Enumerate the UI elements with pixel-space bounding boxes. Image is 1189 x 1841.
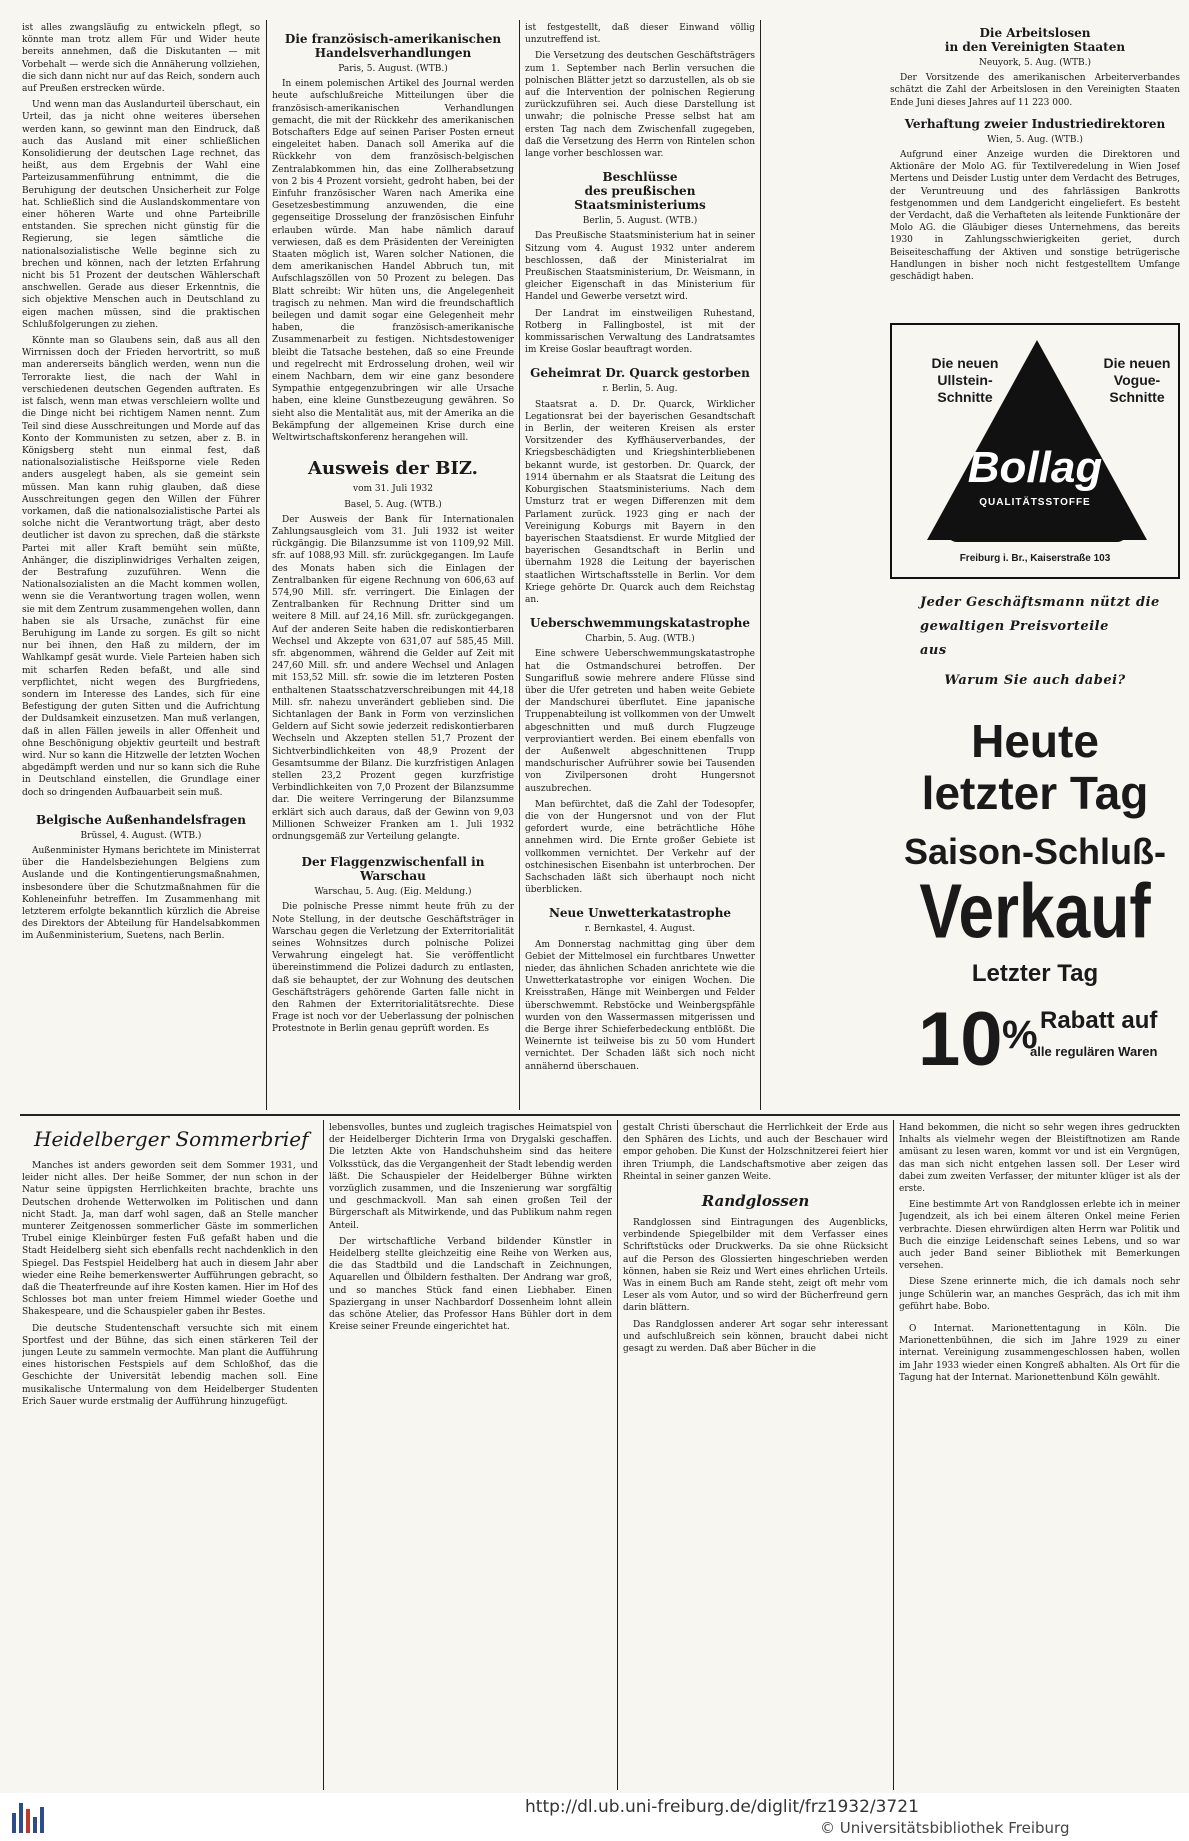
dateline: r. Berlin, 5. Aug. (602, 384, 678, 395)
ad-percent-sign: % (1002, 1013, 1038, 1057)
feuilleton-text: O Internat. Marionettentagung in Köln. Die Marionettenbühnen, die sich im Jahre 1929 zu einer internat. Vereinigung zusammengeschlossen haben, wollen im Jahr 1933 wieder einen Kongreß abhalten. Als Ort für die Tagung hat der Internat. Marionettenbund Köln gewählt. (899, 1324, 1180, 1383)
article-text: Eine schwere Ueberschwemmungskatastrophe hat die Ostmandschurei betroffen. Der Sungarifluß sowie mehrere andere Flüsse sind über die Ufer getreten und haben weite Gebiete der Mandschurei überflutet. Eine japanische Truppenabteilung ist vollkommen von der Umwelt abgeschnitten und muß durch Flugzeuge verproviantiert werden. Bei einem ebenfalls von der Außenwelt abgeschnittenen Trupp mandschurischer Aufrührer sowie bei Tausenden von Zivilpersonen droht Hungersnot auszubrechen. (525, 649, 755, 794)
column-1 (22, 22, 260, 1107)
dateline: Warschau, 5. Aug. (Eig. Meldung.) (314, 887, 472, 898)
article-text: Man befürchtet, daß die Zahl der Todesopfer, die von der Hungersnot und von der Flut gefordert wurde, eine beträchtliche Höhe annehmen wird. Die Ernte großer Gebiete ist vollkommen vernichtet. Der Verkehr auf der ostchinesischen Eisenbahn ist unterbrochen. Der Sachschaden läßt sich überhaupt noch nicht überblicken. (525, 799, 755, 896)
article-text: Und wenn man das Auslandurteil überschaut, ein Urteil, das ja nicht ohne weiteres übersehen werden kann, so gewinnt man den Eindruck, daß auch das Ausland mit einer schließlichen Konsolidierung der deutschen Lage rechnet, das heißt, aus dem Ergebnis der Wahl eine Parteizusammenführung entnimmt, die die Beruhigung der deutschen Unsicherheit zur Folge hat. Schließlich sind die Auslandskommentare von einer höheren Warte und ohne Parteibrille entstanden. Sie sprechen nicht günstig für die Regierung, sie legen sämtliche die nationalsozialistische Welle beginne sich zu brechen und können, nach der letzten Erfahrung nicht bis 51 Prozent der deutschen Wählerschaft anschwellen. Gerade aus dieser Erkenntnis, die sich objektive Menschen auch in Deutschland zu eigen machen müssen, sind die praktischen Schlußfolgerungen zu ziehen. (22, 100, 260, 330)
feuilleton-text: Der wirtschaftliche Verband bildender Künstler in Heidelberg stellte gleichzeitig eine Reihe von Werken aus, die das Stadtbild und die Landschaft in Zeichnungen, Aquarellen und Ölbildern festhalten. Der Andrang war groß, und so manches Stück fand einen Liebhaber. Einen Spaziergang in unser Nachbardorf Dossenheim lohnt allein das schöne Atelier, das Professor Hans Bühler dort in dem Kreise seiner Freunde eingerichtet hat. (329, 1236, 612, 1333)
dateline: Paris, 5. August. (WTB.) (338, 64, 448, 74)
column-3 (525, 22, 755, 1107)
feuilleton-text: Randglossen sind Eintragungen des Augenblicks, verbindende Spiegelbilder mit dem Verfasser eines Schriftstücks oder Druckwerks. Da sie ohne Rücksicht auf die Person des Glossierten hingeschrieben werden können, haben sie Reiz und Wert eines ehrlichen Urteils. Was in einem Buch am Rande steht, zeigt oft mehr vom Leser als vom Autor, und so wird der Bücherfreund gern darin blättern. (623, 1218, 888, 1314)
article-text: Das Preußische Staatsministerium hat in seiner Sitzung vom 4. August 1932 unter anderem beschlossen, daß der Ministerialrat im Preußischen Staatsministerium, Dr. Weismann, in gleicher Eigenschaft in das Ministerium für Handel und Gewerbe versetzt wird. (525, 231, 755, 303)
article-headline: Geheimrat Dr. Quarck gestorben (530, 366, 750, 381)
ad-letzter-tag-small: Letzter Tag (971, 960, 1099, 987)
feuilleton-col-4 (899, 1122, 1180, 1788)
dateline: Berlin, 5. August. (WTB.) (582, 216, 698, 227)
article-text: Die Versetzung des deutschen Geschäftsträgers zum 1. September nach Berlin versuchen die polnischen Blätter jetzt so darzustellen, als ob sie auf die Intervention der polnischen Regierung zurückzuführen sei. Auch diese Darstellung ist unwahr; die polnische Presse selbst hat am ersten Tag nach dem Zwischenfall zugegeben, daß die Versetzung des Herrn von Rintelen schon lange vorher beschlossen war. (525, 51, 755, 160)
article-text: ist festgestellt, daß dieser Einwand völlig unzutreffend ist. (525, 23, 755, 46)
headline-line: in den Vereinigten Staaten (944, 40, 1126, 54)
article-text: Der Landrat im einstweiligen Ruhestand, Rotberg in Fallingbostel, ist mit der kommissarischen Verwaltung des Landratsamtes im Kreise Goslar beauftragt worden. (525, 308, 755, 356)
headline-line: Die französisch-amerikanischen (284, 32, 502, 46)
ub-logo-icon (8, 1797, 48, 1837)
ad-script-line: Jeder Geschäftsmann nützt die (920, 595, 1160, 610)
feuilleton-text: Eine bestimmte Art von Randglossen erlebte ich in meiner Jugendzeit, als ich bei einem älteren Onkel meine Ferien verbrachte. Diesen ehrwürdigen alten Herrn war Politik und Buch die einzige Leidenschaft seines Lebens, und so war auch jeder Band seiner Bibliothek mit Bemerkungen versehen. (899, 1200, 1180, 1272)
section-rule (20, 1114, 1180, 1116)
dateline: Charbin, 5. Aug. (WTB.) (585, 634, 695, 645)
ad-waren: alle regulären Waren (1030, 1044, 1158, 1059)
ad-saison-schluss: Saison-Schluß- (903, 831, 1167, 872)
feuilleton-title: Heidelberger Sommerbrief (34, 1127, 309, 1151)
column-rule (760, 20, 761, 1110)
article-headline: Ueberschwemmungskatastrophe (530, 616, 750, 631)
feuilleton-col-3 (623, 1122, 888, 1788)
feuilleton-text: Das Randglossen anderer Art sogar sehr interessant und aufschlußreich sein können, braucht dabei nicht gesagt zu werden. Daß aber Bücher in die (623, 1319, 888, 1355)
article-text: Aufgrund einer Anzeige wurden die Direktoren und Aktionäre der Molo AG. für Textilveredelung in Wien Josef Mertens und Deisder Lustig unter dem Verdacht des Betruges, der Veruntreuung und des fahrlässigen Bankrotts festgenommen und dem Landgericht eingeliefert. Es besteht der Verdacht, daß die Verhafteten als leitende Funktionäre der Molo AG. die Gläubiger dieses Unternehmens, das bereits 1930 in Zahlungsschwierigkeiten geriet, durch Beiseiteschaffung der Aktiven und sonstige betrügerische Handlungen in bisher noch nicht festgestelltem Umfange geschädigt haben. (890, 150, 1180, 283)
bollag-tagline: QUALITÄTSSTOFFE (979, 497, 1091, 508)
feuilleton-col-1 (22, 1120, 318, 1788)
article-text: In einem polemischen Artikel des Journal werden heute aufschlußreiche Mitteilungen über die französisch-amerikanischen Verhandlungen gemacht, die mit der Rückkehr des amerikanischen Botschafters Edge auf seinen Pariser Posten erneut eingeleitet haben. Danach soll Amerika auf die Rückkehr von dem französisch-belgischen Zentralabkommen hin, das eine Zollherabsetzung von 2 bis 4 Prozent vorsieht, gedroht haben, bei der Einfuhr französischer Waren nach Amerika eine Gesetzesbestimmung anzuwenden, die eine gegenseitige Drosselung der französischen Einfuhr erlauben würde. Man habe nämlich darauf verwiesen, daß es dem Präsidenten der Vereinigten Staaten möglich ist, Waren solcher Nationen, die dem amerikanischen Handel Abbruch tun, mit Aufschlagszöllen von 50 Prozent zu belegen. Das Blatt schreibt: Wir hüten uns, die Angelegenheit tragisch zu nehmen. Man wird die freundschaftlich beilegen und damit sogar eine Gelegenheit mehr haben, die französisch-amerikanische Zusammenarbeit zu festigen. Nichtsdestoweniger bleibt die Tatsache bestehen, daß so eine Freunde und regelrecht mit Erdrosselung drohen, weil wir einem Nachbarn, dem wir eine ganz besondere Sympathie entgegenzubringen wir alle Ursache haben, eine kleine Gunstbezeugung gewähren. So sieht also die Mentalität aus, mit der Amerika an die Bekämpfung der allgemeinen Krise durch eine Weltwirtschaftskonferenz herangehen will. (272, 79, 514, 444)
headline-line: des preußischen Staatsministeriums (574, 184, 706, 213)
article-text: Der Ausweis der Bank für Internationalen Zahlungsausgleich vom 31. Juli 1932 ist weiter rückgängig. Die Bilanzsumme ist von 1109,92 Mill. sfr. auf 1088,93 Mill. sfr. zurückgegangen. Im Laufe des Monats haben sich die Einlagen der Zentralbanken für eigene Rechnung von 606,63 auf 574,90 Mill. sfr. verringert. Die Einlagen der Zentralbanken für Rechnung Dritter sind um weitere 8 Mill. auf 24,16 Mill. sfr. zurückgegangen. Auf der anderen Seite haben die rediskontierbaren Wechsel und Akzepte von 631,07 auf 585,45 Mill. sfr. abgenommen, während die Gelder auf Zeit mit 247,60 Mill. sfr. und andere Wechsel und Anlagen mit 153,52 Mill. sfr. sowie die im letzteren Posten enthaltenen Staatsschatzverschreibungen mit 44,18 Mill. sfr. nahezu unverändert geblieben sind. Die Sichtanlagen der Bank in Form von verzinslichen Geldern auf Sicht sowie jederzeit rediskontierbaren Wechseln und Akzepten stellen 51,7 Prozent der Sichtverbindlichkeiten von 48,9 Prozent der Gesamtsumme der Bilanz. Die kurzfristigen Anlagen stellen 23,2 Prozent gegen kurzfristige Verbindlichkeiten von 7,0 Prozent der Bilanzsumme dar. Die weitere Verringerung der Bilanzsumme erklärt sich auch daraus, daß der Gewinn von 9,03 Millionen Schweizer Franken am 1. Juli 1932 ordnungsgemäß zur Verteilung gelangte. (272, 514, 514, 842)
vogue-label: Die neuen Vogue-Schnitte (1103, 355, 1171, 405)
column-2 (272, 22, 514, 1107)
article-text: Außenminister Hymans berichtete im Ministerrat über die Handelsbeziehungen Belgiens zum Auslande und die Kontingentierungsmaßnahmen, insbesondere über die Schutzmaßnahmen für die Kohleneinfuhr betreffen. Im Zusammenhang mit letzterem erfolgte bekanntlich kürzlich die Abreise des Direktors der Abteilung für Handelsabkommen im Außenministerium, Suetens, nach Berlin. (22, 846, 260, 942)
dateline: Basel, 5. Aug. (WTB.) (344, 499, 442, 510)
dateline: r. Bernkastel, 4. August. (584, 924, 696, 935)
column-rule (893, 1120, 894, 1790)
article-headline: Ausweis der BIZ. (308, 458, 478, 480)
feuilleton-text: Manches ist anders geworden seit dem Sommer 1931, und leider nicht alles. Der heiße Sommer, der nun schon in der Natur seine üppigsten Herrlichkeiten brachte, brachte uns Deutschen drohende Wetterwolken im Politischen und dann nicht Stadt. Ja, man darf wohl sagen, daß an Stelle mancher munterer Zeitgenossen sommerlicher Gäste im sommerlichen Trubel einige Kleinbürger festen Fuß gefaßt haben und die Stadt Heidelberg sieht sich ebenfalls recht nachdenklich in den Spiegel. Das Festspiel Heidelberg hat auch in diesem Jahr aber wieder eine Reihe bemerkenswerter Aufführungen gebracht, so daß die Theaterfreunde auf ihre Kosten kamen. Hier im Hof des Schlosses bot man unter freiem Himmel wieder Goethe und Shakespeare, und die Schauspieler gaben ihr Bestes. (22, 1161, 318, 1318)
bollag-address: Freiburg i. Br., Kaiserstraße 103 (959, 553, 1111, 564)
article-headline (890, 26, 1180, 54)
article-text: Am Donnerstag nachmittag ging über dem Gebiet der Mittelmosel ein furchtbares Unwetter nieder, das ähnlichen Schaden anrichtete wie die Unwetterkatastrophe vor einigen Wochen. Die Kreisstraßen, Hänge mit Weinbergen und Felder überschwemmt. Rebstöcke und Weinbergspfähle wurden von den Wassermassen mitgerissen und die Berge ihrer Schieferbedeckung entblößt. Die Weinernte ist teilweise bis zu 50 vom Hundert vernichtet. Der Schaden läßt sich noch nicht annähernd überschauen. (525, 939, 755, 1072)
source-url-link[interactable]: http://dl.ub.uni-freiburg.de/diglit/frz1932/3721 (525, 1797, 919, 1817)
article-headline (525, 170, 755, 212)
article-headline: Belgische Außenhandelsfragen (36, 812, 246, 827)
feuilleton-text: gestalt Christi überschaut die Herrlichkeit der Erde aus den Sphären des Lichts, und auch der Beschauer wird empor gehoben. Die Kunst der Holzschnitzerei feiert hier ihren Triumph, die Landschaftsmotive aber zeigen das Rheintal in seiner ganzen Weite. (623, 1123, 888, 1182)
headline-line: Die Arbeitslosen (979, 26, 1091, 40)
article-headline: Der Flaggenzwischenfall in Warschau (301, 855, 485, 884)
ad-discount-number: 10 (918, 997, 1003, 1082)
article-text: ist alles zwangsläufig zu entwickeln pflegt, so könnte man trotz allem Für und Wider heute bereits annehmen, daß die Diskutanten — mit Vorbehalt — werde sich die Annäherung vollziehen, die sich dann nicht nur auf das Reich, sondern auch auf Preußen erstrecken würde. (22, 23, 260, 95)
ad-letzter-tag: letzter Tag (921, 767, 1149, 819)
column-rule (519, 20, 520, 1110)
headline-line: Beschlüsse (602, 170, 678, 185)
article-text: Staatsrat a. D. Dr. Quarck, Wirklicher Legationsrat bei der bayerischen Gesandtschaft in Berlin, der weiteren Kreisen als erster Vorsitzender des Kyffhäuserverbandes, der Kriegsbeschädigten und Kriegshinterbliebenen bekannt wurde, ist gestorben. Dr. Quarck, der 1914 übernahm er als Staatsrat die Leitung des Koburgischen Staatsministeriums. Nach dem Umsturz trat er wegen Differenzen mit dem Parlament zurück. 1923 ging er nach der Vereinigung Koburgs mit Bayern in den bayerischen Staatsdienst. Er wurde Mitglied der bayerischen Gesandtschaft in Berlin und übernahm 1928 die Leitung der bayerischen staatlichen Wirtschaftsstelle in Berlin. Vor dem Kriege gehörte Dr. Quarck auch dem Reichstag an. (525, 399, 755, 605)
feuilleton-text: Die deutsche Studentenschaft versuchte sich mit einem Sportfest und der Bühne, das sich einen stärkeren Teil der jungen Leute zu sammeln vermochte. Man plant die Aufführung eines historischen Festspiels auf dem Schloßhof, das die Geschichte der Universität lebendig machen soll. Eine musikalische Untermalung von dem Heidelberger Studenten Erich Sauer wurde erstmalig der Aufführung hinzugefügt. (22, 1323, 318, 1407)
article-text: Könnte man so Glaubens sein, daß aus all den Wirrnissen doch der Frieden hervortritt, so muß man andererseits bänglich werden, wenn nun die Terrorakte liest, die nach der Wahl in verschiedenen deutschen Gegenden auftraten. Es ist falsch, wenn man etwas verschleiern wollte und die Dinge nicht bei richtigem Namen nennt. Zum Teil sind diese Ausschreitungen und Morde auf das Konto der Kommunisten zu setzen, aber z. B. in Königsberg steht nun einmal fest, daß nationalsozialistische Heißsporne viele Reden anders ausgelegt haben, als sie gemeint sein müssen. Man kann ruhig glauben, daß diese Ausschreitungen gegen den Willen der Führer vorkamen, daß die nationalsozialistische Partei als solche nicht die Verantwortung trägt, aber desto deutlicher ist davon zu sprechen, daß die stärkste Partei mit aller Kraft bemüht sein müßte, Anhänger, die disziplinwidriges Verhalten zeigen, der Bestrafung zuzuführen. Wenn die Nationalsozialisten an die Macht kommen wollen, wenn sie die Verantwortung tragen wollen, wenn sie mit dem Zentrum zusammengehen wollen, dann haben sie als Ursache, zunächst für eine Beruhigung im Lande zu sorgen. Es gilt so nicht nur bei ihnen, den Haß zu mildern, der im Wahlkampf gesät wurde. Viele Parteien haben sich mit scharfen Reden befaßt, und alle sind verpflichtet, nicht wegen des Burgfriedens, sondern im Interesse des Landes, sich für eine Befestigung der guten Sitten und die Aufrichtung der Duldsamkeit einzusetzen. Man muß verlangen, daß in allen Fällen jeweils in aller Offenheit und ohne Beschönigung objektiv geurteilt und bestraft wird. Nur so kann die Hitzwelle der letzten Wochen abgedämpft werden und nur so kann sich die Ruhe in Deutschland einstellen, die Grundlage einer doch so dringenden Aufbauarbeit sein muß. (22, 336, 260, 798)
dateline: Brüssel, 4. August. (WTB.) (80, 830, 202, 841)
footer-bar (0, 1793, 1189, 1841)
ad-rabatt: Rabatt auf (1040, 1007, 1158, 1034)
bollag-advertisement (890, 323, 1180, 579)
dateline: vom 31. Juli 1932 (353, 484, 433, 495)
randglossen-title: Randglossen (701, 1192, 810, 1211)
feuilleton-text: lebensvolles, buntes und zugleich tragisches Heimatspiel von der Heidelberger Dichterin Irma von Drygalski geschaffen. Die letzten Akte von Handschuhsheim sind das heitere Volksstück, das die Vergangenheit der Stadt lebendig werden läßt. Die Schauspieler der Heidelberger Bühne wirkten vorzüglich zusammen, und die Inszenierung war sorgfältig und geschmackvoll. Man sah einen großen Teil der Bürgerschaft als Mitwirkende, und das Publikum nahm regen Anteil. (329, 1123, 612, 1231)
sale-advertisement (890, 585, 1180, 1105)
ad-verkauf: Verkauf (919, 867, 1151, 955)
ullstein-label: Die neuen Ullstein-Schnitte (931, 355, 999, 405)
copyright-text: © Universitätsbibliothek Freiburg (820, 1819, 1070, 1837)
article-headline: Verhaftung zweier Industriedirektoren (904, 116, 1166, 131)
ad-heute: Heute (971, 715, 1099, 767)
column-4 (890, 22, 1180, 318)
article-text: Die polnische Presse nimmt heute früh zu der Note Stellung, in der deutsche Geschäftsträger in Warschau gegen die Verletzung der Exterritorialität seines Wohnsitzes durch polnische Polizei Verwahrung eingelegt hat. Sie veröffentlicht übereinstimmend die Polizei dadurch zu entlasten, daß sie behauptet, der zur Wohnung des deutschen Geschäftsträgers gehörende Garten falle nicht in den Rahmen der Exterritorialitätsrechte. Diese Frage ist noch vor der Ueberlassung der polnischen Protestnote in Berlin genau geprüft worden. Es (272, 902, 514, 1035)
column-rule (617, 1120, 618, 1790)
column-rule (323, 1120, 324, 1790)
feuilleton-text: Hand bekommen, die nicht so sehr wegen ihres gedruckten Inhalts als vielmehr wegen der Bleistiftnotizen am Rande amüsant zu lesen waren, kommt vor und ist ein Vergnügen, das man sich nicht entgehen lassen soll. Der Leser wird dabei zum zweiten Verfasser, der mitunter klüger ist als der erste. (899, 1123, 1180, 1195)
bollag-brand: Bollag (967, 443, 1103, 492)
article-headline (272, 32, 514, 60)
headline-line: Handelsverhandlungen (314, 46, 472, 60)
article-headline: Neue Unwetterkatastrophe (548, 906, 732, 921)
feuilleton-text: Diese Szene erinnerte mich, die ich damals noch sehr junge Schülerin war, an manches Gespräch, das ich mit ihm geführt habe. Bobo. (899, 1277, 1180, 1312)
ad-discount-row (890, 995, 1180, 1085)
dateline: Wien, 5. Aug. (WTB.) (987, 134, 1083, 145)
ad-script-line: gewaltigen Preisvorteile (920, 619, 1109, 634)
dateline: Neuyork, 5. Aug. (WTB.) (979, 58, 1091, 68)
column-rule (266, 20, 267, 1110)
ad-script-line: Warum Sie auch dabei? (944, 673, 1126, 688)
ad-script-line: aus (920, 643, 947, 658)
feuilleton-col-2 (329, 1122, 612, 1788)
article-text: Der Vorsitzende des amerikanischen Arbeiterverbandes schätzt die Zahl der Arbeitslosen in den Vereinigten Staaten Ende Juni dieses Jahres auf 11 223 000. (890, 73, 1180, 108)
